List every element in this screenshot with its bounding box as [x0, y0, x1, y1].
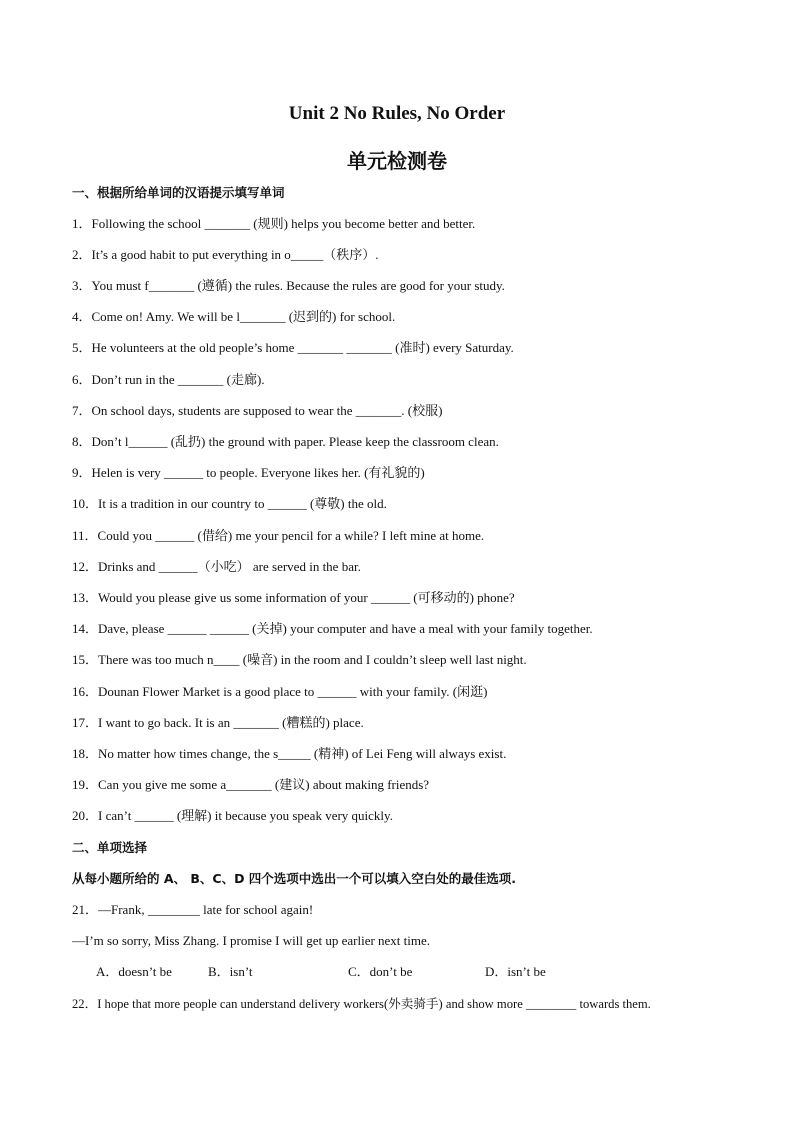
question-1: 1．Following the school _______ (规则) helps you become better and better.	[72, 216, 476, 231]
question-21-reply: —I’m so sorry, Miss Zhang. I promise I will get up earlier next time.	[72, 933, 431, 948]
question-5: 5．He volunteers at the old people’s home _______ _______ (准时) every Saturday.	[72, 340, 514, 355]
section-2-instruction: 从每小题所给的 A、 B、C、D 四个选项中选出一个可以填入空白处的最佳选项.	[72, 871, 517, 886]
option-b[interactable]: B．isn’t	[208, 964, 253, 979]
section-2-heading: 二、单项选择	[72, 840, 148, 855]
question-14: 14．Dave, please ______ ______ (关掉) your computer and have a meal with your family together.	[72, 621, 593, 636]
question-11: 11．Could you ______ (借给) me your pencil for a while? I left mine at home.	[72, 528, 485, 543]
question-21-stem: 21．—Frank, ________ late for school again!	[72, 902, 314, 917]
option-a[interactable]: A．doesn’t be	[96, 964, 172, 979]
section-1-heading: 一、根据所给单词的汉语提示填写单词	[72, 185, 285, 200]
page-subtitle: 单元检测卷	[347, 149, 447, 173]
option-c[interactable]: C．don’t be	[348, 964, 413, 979]
question-6: 6．Don’t run in the _______ (走廊).	[72, 372, 265, 387]
question-20: 20．I can’t ______ (理解) it because you speak very quickly.	[72, 808, 393, 823]
page-title: Unit 2 No Rules, No Order	[288, 103, 506, 124]
option-d[interactable]: D．isn’t be	[485, 964, 546, 979]
question-15: 15．There was too much n____ (噪音) in the room and I couldn’t sleep well last night.	[72, 652, 527, 667]
question-3: 3．You must f_______ (遵循) the rules. Because the rules are good for your study.	[72, 278, 505, 293]
question-4: 4．Come on! Amy. We will be l_______ (迟到的) for school.	[72, 309, 396, 324]
question-17: 17．I want to go back. It is an _______ (糟糕的) place.	[72, 715, 364, 730]
question-12: 12．Drinks and ______（小吃） are served in the bar.	[72, 559, 361, 574]
question-8: 8．Don’t l______ (乱扔) the ground with paper. Please keep the classroom clean.	[72, 434, 499, 449]
question-7: 7．On school days, students are supposed to wear the _______. (校服)	[72, 403, 443, 418]
question-2: 2．It’s a good habit to put everything in o_____（秩序）.	[72, 247, 379, 262]
question-18: 18．No matter how times change, the s_____ (精神) of Lei Feng will always exist.	[72, 746, 507, 761]
question-22: 22．I hope that more people can understand delivery workers(外卖骑手) and show more ________ towards them.	[72, 997, 651, 1011]
question-10: 10．It is a tradition in our country to ______ (尊敬) the old.	[72, 496, 387, 511]
question-19: 19．Can you give me some a_______ (建议) about making friends?	[72, 777, 430, 792]
question-13: 13．Would you please give us some information of your ______ (可移动的) phone?	[72, 590, 515, 605]
question-9: 9．Helen is very ______ to people. Everyone likes her. (有礼貌的)	[72, 465, 425, 480]
question-21-options	[96, 963, 576, 981]
question-16: 16．Dounan Flower Market is a good place to ______ with your family. (闲逛)	[72, 684, 488, 699]
